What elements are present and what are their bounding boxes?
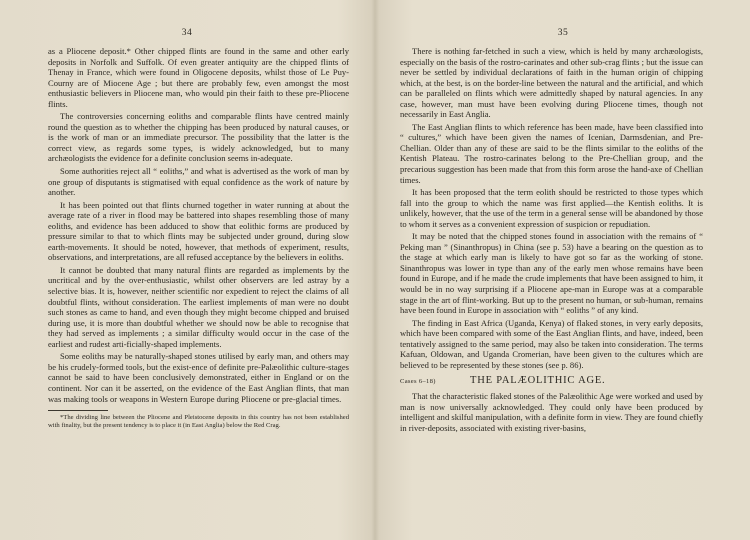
left-text-column — [48, 46, 349, 431]
paragraph: The East Anglian flints to which reference has been made, have been classified into “ cultures,” which have been given the names of Icenian, Darmsdenian, and Pre-Chellian. Older than any of these are said to be the flints similar to the eoliths of the Kentish Plateau. The rostro-carinates belong to the Pre-Chellian group, and the precarious suggestion has been made that from this form arose the hand-axe of Chellian times. — [400, 121, 703, 185]
paragraph: It has been pointed out that flints churned together in water running at about the average rate of a river in flood may be battered into shapes resembling those of many eoliths, and evidence has been adduced to show that eolithic forms are produced by pressure similar to that to which flints may be subjected under ground, during slow earth-movements. It should be noted, however, that methods of experiment, results, observations, and interpretations, are all refused acceptance by the believers in eoliths. — [48, 199, 349, 263]
paragraph: Some authorities reject all “ eoliths,” and what is advertised as the work of man by one group of disputants is stigmatised with equal confidence as the work of nature by another. — [48, 166, 349, 198]
paragraph: The finding in East Africa (Uganda, Kenya) of flaked stones, in very early deposits, which have been compared with some of the East Anglian flints, and have, indeed, been tentatively assigned to the same period, may also be taken into consideration. The terms Kafuan, Oldowan, and Uganda Cromerian, have been given to the cultures which are believed to be represented by these stones (see p. 86). — [400, 317, 703, 370]
paragraph: That the characteristic flaked stones of the Palæolithic Age were worked and used by man is now universally acknowledged. They could only have been produced by intelligent and skilful manipulation, with a definite form in view. They are found chiefly in river-deposits, associated with existing river-basins, — [400, 390, 703, 433]
page-number-left: 34 — [181, 28, 193, 38]
left-page — [0, 0, 374, 540]
right-text-column — [400, 46, 703, 435]
footnote-rule — [48, 410, 108, 411]
paragraph: It may be noted that the chipped stones found in association with the remains of “ Peking man ” (Sinanthropus) in China (see p. 53) have a bearing on the question as to the stage at which early man is likely to have got so far as the working of stone. Sinanthropus was lower in type than any of the early men whose remains have been found in Europe, and if he made the crude implements that have been assigned to him, it would be in no way surprising if a Pliocene ape-man in Europe was at a comparable stage in the art of flint-working. But up to the present no human, or sub-human, remains have been found in Europe in association with “ eoliths ” of any kind. — [400, 231, 703, 316]
paragraph: It has been proposed that the term eolith should be restricted to those types which fall into the group to which the name was first applied—the Kentish eoliths. It is unlikely, however, that the use of the term in a general sense will be abandoned by those to whom it serves as a convenient expression of suspicion or repudiation. — [400, 187, 703, 229]
paragraph: There is nothing far-fetched in such a view, which is held by many archæologists, especially on the basis of the rostro-carinates and other sub-crag flints ; but the issue can never be settled by individual declarations of faith in the human origin of chipping which, at the best, is on the border-line between the natural and the artificial, and which can be paralleled on flints which were admittedly shaped by natural agencies. In any case, however, man must have been evolving during Pliocene times, though not necessarily in East Anglia. — [400, 46, 703, 120]
section-margin-note: Cases 6–18) — [400, 378, 436, 386]
section-title: THE PALÆOLITHIC AGE. — [470, 375, 606, 387]
paragraph: It cannot be doubted that many natural flints are regarded as implements by the uncritical and by the over-enthusiastic, whilst other observers are led astray by a selective bias. It is, however, neither scientific nor expedient to reject the claims of all doubtful flints, without consideration. The earliest implements of man were no doubt such stones as came to hand, and even though they might become chipped and bruised during use, it is more than doubtful whether we should now be able to recognise that they had served as implements ; a similar difficulty would occur in the case of the earliest and rudest arti-ficially-shaped implements. — [48, 264, 349, 349]
paragraph: Some eoliths may be naturally-shaped stones utilised by early man, and others may be his crudely-formed tools, but the exist-ence of definite pre-Palæolithic culture-stages cannot be said to have been conclusively demonstrated, either in England or on the continent. Nor can it be asserted, on the evidence of the East Anglian flints, that man was making tools or weapons in Western Europe during Pliocene or pre-glacial times. — [48, 351, 349, 404]
page-number-right: 35 — [557, 28, 569, 38]
footnote: *The dividing line between the Pliocene and Pleistocene deposits in this country has not been established with finality, but the present tendency is to place it (in East Anglia) below the Red Crag. — [48, 414, 349, 429]
paragraph: The controversies concerning eoliths and comparable flints have centred mainly round the question as to whether the chipping has been produced by natural causes, or is the work of man or an immediate precursor. The possibility that the latter is the correct view, as regards some types, is widely acknowledged, but to many archæologists the evidence for a definite conclusion seems in-adequate. — [48, 111, 349, 164]
section-heading — [400, 376, 703, 388]
right-page — [376, 0, 750, 540]
paragraph: as a Pliocene deposit.* Other chipped flints are found in the same and other early deposits in Norfolk and Suffolk. Of even greater antiquity are the chipped flints of Thenay in France, which were found in Oligocene deposits, whilst those of Le Puy-Courny are of Miocene Age ; but there are probably few, even amongst the most enthusiastic believers in Pliocene man, who would pin their faith to these pre-Pliocene flints. — [48, 46, 349, 109]
